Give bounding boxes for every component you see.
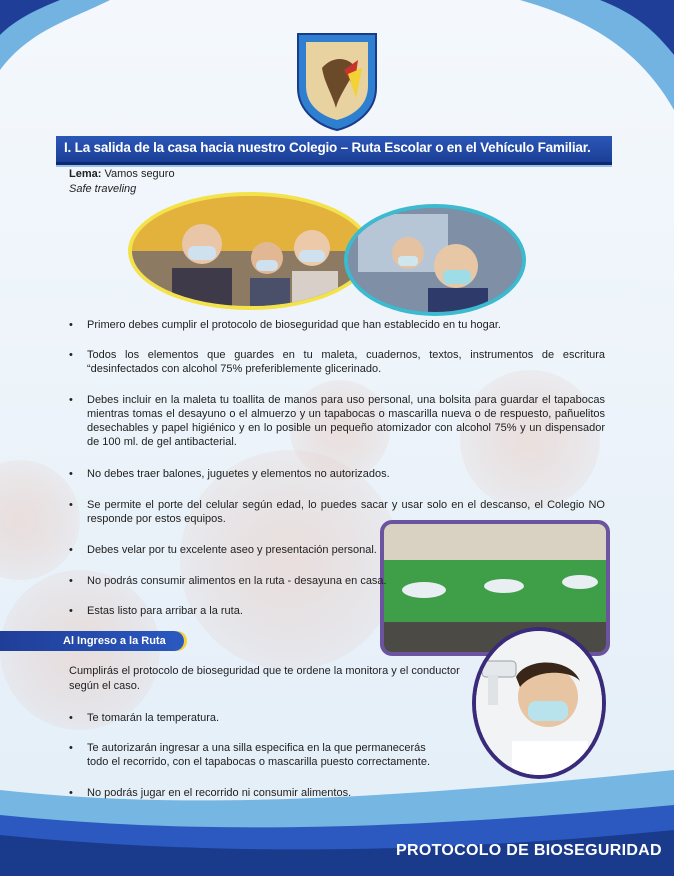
bullet-icon: •	[69, 605, 73, 617]
lema-subtitle: Safe traveling	[69, 183, 137, 195]
bullet-icon: •	[69, 468, 73, 480]
lema-label: Lema:	[69, 168, 102, 180]
bullet-icon: •	[69, 544, 73, 556]
lema-value: Vamos seguro	[101, 168, 175, 180]
bullet-icon: •	[69, 742, 73, 754]
subsection-title: Al Ingreso a la Ruta	[63, 635, 166, 647]
bullet-icon: •	[69, 712, 73, 724]
subsection-intro: Cumplirás el protocolo de bioseguridad que te ordene la monitora y el conductor según el caso.	[69, 665, 460, 692]
bullet-icon: •	[69, 575, 73, 587]
footer-title: PROTOCOLO DE BIOSEGURIDAD	[396, 842, 662, 859]
bullet-list: • Primero debes cumplir el protocolo de bioseguridad que han establecido en tu hogar. • Todos los elementos que guardes en tu maleta, cuadernos, textos, instrumentos de escritura “desinfectados con alcohol 75% preferiblemente glicerinado. • Debes incluir en la maleta tu toallita de manos para uso personal, una bolsita para guardar el tapabocas mientras tomas el desayuno o el almuerzo y un tapabocas o mascarilla nueva o de respuesto, pañuelitos desechables y papel higiénico y en lo posible un pequeño atomizador con alcohol 75% y un dispensador de 100 ml. de gel antibacterial. • No debes traer balones, juguetes y elementos no autorizados. • Se permite el porte del celular según edad, lo puedes sacar y usar solo en el descanso, el Colegio NO responde por estos equipos. • Debes velar por tu excelente aseo y presentación personal. • No podrás consumir alimentos en la ruta - desayuna en casa. • Estas listo para arribar a la ruta.	[69, 319, 605, 617]
bullet-icon: •	[69, 787, 73, 799]
bullet-icon: •	[69, 394, 73, 406]
bullet-icon: •	[69, 349, 73, 361]
bullet-icon: •	[69, 499, 73, 511]
bullet-list-2: • Te tomarán la temperatura. • Te autorizarán ingresar a una silla especifica en la que permanecerás todo el recorrido, con el tapabocas o mascarilla puesto correctamente. • No podrás jugar en el recorrido ni consumir alimentos.	[69, 712, 431, 799]
bullet-icon: •	[69, 319, 73, 331]
section-title: I. La salida de la casa hacia nuestro Colegio – Ruta Escolar o en el Vehículo Familiar.	[64, 140, 591, 155]
